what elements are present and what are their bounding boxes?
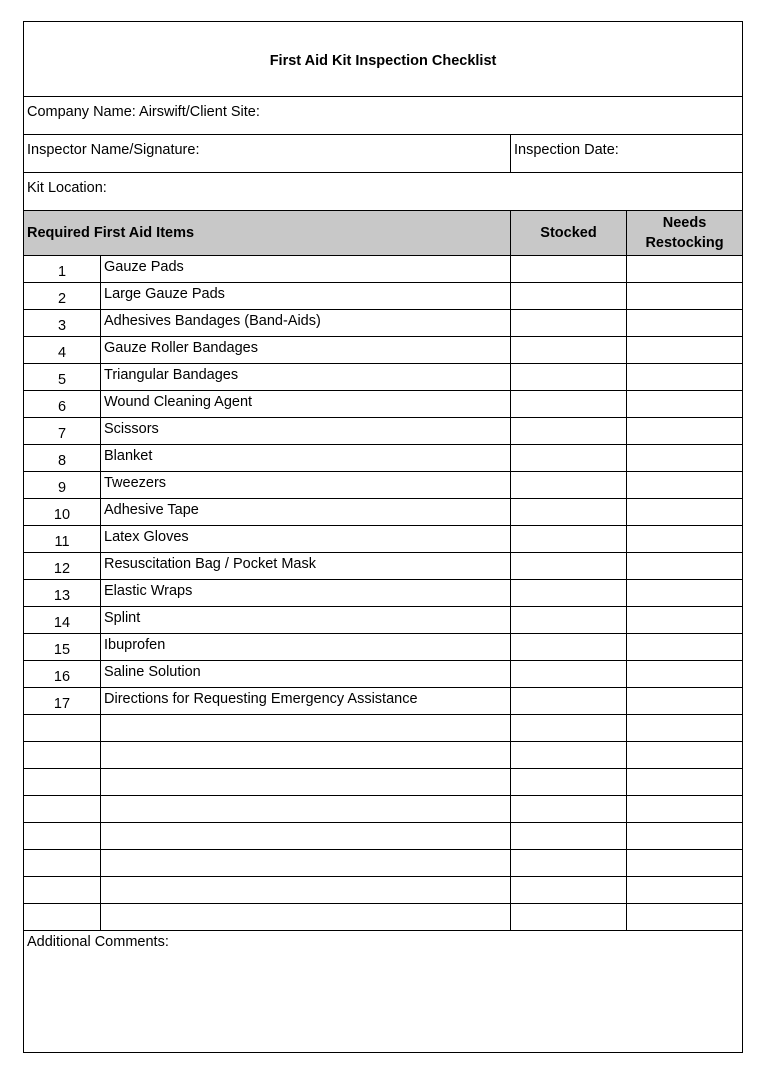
additional-comments-label: Additional Comments: (27, 934, 169, 950)
stocked-checkbox-cell[interactable] (511, 904, 627, 931)
item-name: Large Gauze Pads (101, 283, 511, 310)
item-number (24, 904, 101, 931)
item-name: Adhesive Tape (101, 499, 511, 526)
stocked-checkbox-cell[interactable] (511, 553, 627, 580)
item-name (101, 904, 511, 931)
needs-restocking-checkbox-cell[interactable] (627, 391, 743, 418)
stocked-checkbox-cell[interactable] (511, 445, 627, 472)
form-title: First Aid Kit Inspection Checklist (269, 53, 497, 69)
kit-location-field[interactable] (24, 173, 743, 211)
table-row (24, 850, 743, 877)
item-name (101, 796, 511, 823)
item-name: Triangular Bandages (101, 364, 511, 391)
item-name: Scissors (101, 418, 511, 445)
stocked-checkbox-cell[interactable] (511, 661, 627, 688)
item-name: Wound Cleaning Agent (101, 391, 511, 418)
table-row (24, 796, 743, 823)
table-row (24, 634, 743, 661)
item-number: 7 (24, 418, 101, 445)
form-title-cell (24, 22, 743, 97)
item-number: 12 (24, 553, 101, 580)
inspection-form (23, 21, 743, 1053)
table-row (24, 553, 743, 580)
needs-restocking-checkbox-cell[interactable] (627, 607, 743, 634)
table-row (24, 688, 743, 715)
item-name: Ibuprofen (101, 634, 511, 661)
table-row (24, 418, 743, 445)
item-number: 10 (24, 499, 101, 526)
table-row (24, 310, 743, 337)
stocked-checkbox-cell[interactable] (511, 769, 627, 796)
stocked-checkbox-cell[interactable] (511, 526, 627, 553)
table-row (24, 526, 743, 553)
table-row (24, 499, 743, 526)
kit-location-label: Kit Location: (27, 180, 107, 196)
stocked-checkbox-cell[interactable] (511, 688, 627, 715)
stocked-checkbox-cell[interactable] (511, 796, 627, 823)
inspector-name-field[interactable] (24, 135, 511, 173)
needs-restocking-checkbox-cell[interactable] (627, 418, 743, 445)
needs-restocking-checkbox-cell[interactable] (627, 796, 743, 823)
stocked-checkbox-cell[interactable] (511, 472, 627, 499)
table-row (24, 256, 743, 283)
needs-restocking-checkbox-cell[interactable] (627, 553, 743, 580)
item-number: 15 (24, 634, 101, 661)
needs-restocking-checkbox-cell[interactable] (627, 742, 743, 769)
needs-restocking-checkbox-cell[interactable] (627, 526, 743, 553)
needs-restocking-checkbox-cell[interactable] (627, 283, 743, 310)
table-row (24, 580, 743, 607)
table-row (24, 445, 743, 472)
item-number: 16 (24, 661, 101, 688)
needs-restocking-checkbox-cell[interactable] (627, 364, 743, 391)
company-name-field[interactable] (24, 97, 743, 135)
stocked-checkbox-cell[interactable] (511, 580, 627, 607)
table-row (24, 877, 743, 904)
company-name-label: Company Name: Airswift/Client Site: (27, 104, 260, 120)
table-row (24, 364, 743, 391)
item-number (24, 877, 101, 904)
item-name: Saline Solution (101, 661, 511, 688)
item-number: 1 (24, 256, 101, 283)
item-number (24, 742, 101, 769)
stocked-checkbox-cell[interactable] (511, 823, 627, 850)
item-number: 11 (24, 526, 101, 553)
stocked-checkbox-cell[interactable] (511, 391, 627, 418)
table-row (24, 823, 743, 850)
item-number: 9 (24, 472, 101, 499)
needs-restocking-checkbox-cell[interactable] (627, 769, 743, 796)
item-name (101, 823, 511, 850)
table-row (24, 769, 743, 796)
stocked-checkbox-cell[interactable] (511, 310, 627, 337)
table-header-row (24, 211, 743, 256)
item-number: 2 (24, 283, 101, 310)
item-name: Splint (101, 607, 511, 634)
item-name: Adhesives Bandages (Band-Aids) (101, 310, 511, 337)
needs-restocking-checkbox-cell[interactable] (627, 823, 743, 850)
item-name: Elastic Wraps (101, 580, 511, 607)
stocked-checkbox-cell[interactable] (511, 283, 627, 310)
item-number: 8 (24, 445, 101, 472)
item-number (24, 796, 101, 823)
item-number: 3 (24, 310, 101, 337)
item-number: 17 (24, 688, 101, 715)
needs-restocking-checkbox-cell[interactable] (627, 634, 743, 661)
table-row (24, 715, 743, 742)
needs-restocking-checkbox-cell[interactable] (627, 256, 743, 283)
stocked-checkbox-cell[interactable] (511, 877, 627, 904)
table-row (24, 904, 743, 931)
item-name (101, 850, 511, 877)
stocked-checkbox-cell[interactable] (511, 742, 627, 769)
stocked-checkbox-cell[interactable] (511, 634, 627, 661)
needs-restocking-checkbox-cell[interactable] (627, 850, 743, 877)
needs-restocking-checkbox-cell[interactable] (627, 445, 743, 472)
item-name (101, 742, 511, 769)
stocked-checkbox-cell[interactable] (511, 499, 627, 526)
item-name: Resuscitation Bag / Pocket Mask (101, 553, 511, 580)
additional-comments-field[interactable] (24, 931, 743, 1053)
item-name (101, 877, 511, 904)
item-number: 4 (24, 337, 101, 364)
inspector-name-label: Inspector Name/Signature: (27, 142, 200, 158)
item-number: 5 (24, 364, 101, 391)
item-number: 14 (24, 607, 101, 634)
table-row (24, 742, 743, 769)
table-row (24, 472, 743, 499)
stocked-checkbox-cell[interactable] (511, 607, 627, 634)
stocked-checkbox-cell[interactable] (511, 850, 627, 877)
header-required-items: Required First Aid Items (24, 211, 511, 256)
item-number: 6 (24, 391, 101, 418)
item-name: Latex Gloves (101, 526, 511, 553)
stocked-checkbox-cell[interactable] (511, 337, 627, 364)
item-number (24, 823, 101, 850)
needs-restocking-checkbox-cell[interactable] (627, 337, 743, 364)
item-name: Directions for Requesting Emergency Assistance (101, 688, 511, 715)
item-number: 13 (24, 580, 101, 607)
needs-restocking-checkbox-cell[interactable] (627, 580, 743, 607)
needs-restocking-checkbox-cell[interactable] (627, 877, 743, 904)
inspection-date-field[interactable] (511, 135, 743, 173)
needs-restocking-checkbox-cell[interactable] (627, 499, 743, 526)
stocked-checkbox-cell[interactable] (511, 256, 627, 283)
table-row (24, 661, 743, 688)
item-name: Tweezers (101, 472, 511, 499)
item-name (101, 715, 511, 742)
stocked-checkbox-cell[interactable] (511, 715, 627, 742)
needs-restocking-checkbox-cell[interactable] (627, 661, 743, 688)
item-name: Gauze Roller Bandages (101, 337, 511, 364)
needs-restocking-checkbox-cell[interactable] (627, 904, 743, 931)
needs-restocking-checkbox-cell[interactable] (627, 715, 743, 742)
table-row (24, 607, 743, 634)
stocked-checkbox-cell[interactable] (511, 364, 627, 391)
item-name: Gauze Pads (101, 256, 511, 283)
needs-restocking-checkbox-cell[interactable] (627, 688, 743, 715)
stocked-checkbox-cell[interactable] (511, 418, 627, 445)
table-row (24, 283, 743, 310)
table-row (24, 337, 743, 364)
item-name: Blanket (101, 445, 511, 472)
table-row (24, 391, 743, 418)
inspection-date-label: Inspection Date: (514, 142, 619, 158)
header-needs-restocking: Needs Restocking (627, 211, 743, 256)
needs-restocking-checkbox-cell[interactable] (627, 310, 743, 337)
item-number (24, 850, 101, 877)
item-number (24, 715, 101, 742)
item-name (101, 769, 511, 796)
item-number (24, 769, 101, 796)
needs-restocking-checkbox-cell[interactable] (627, 472, 743, 499)
header-stocked: Stocked (511, 211, 627, 256)
